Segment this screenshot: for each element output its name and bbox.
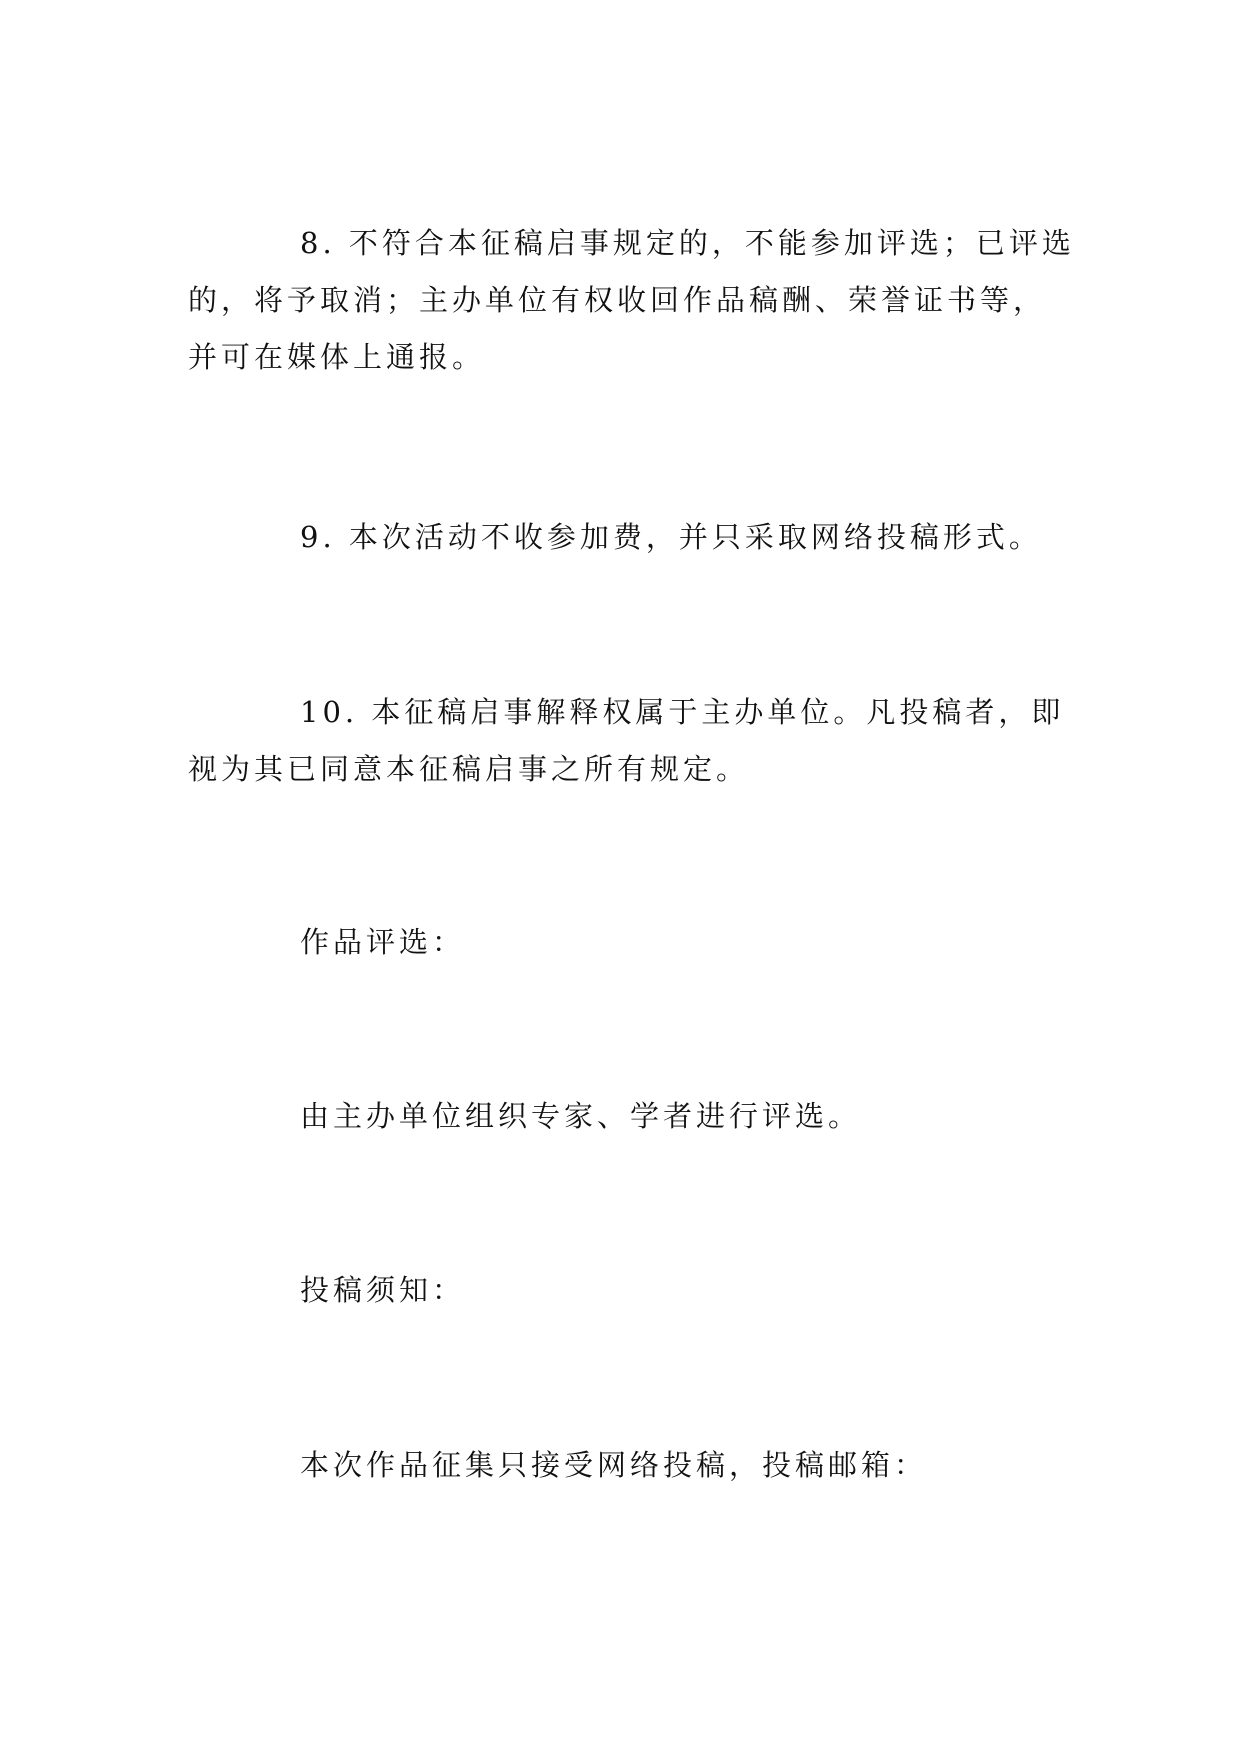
paragraph-line: 9. 本次活动不收参加费，并只采取网络投稿形式。 bbox=[300, 520, 1042, 554]
paragraph-line: 由主办单位组织专家、学者进行评选。 bbox=[300, 1099, 862, 1133]
section-heading-review bbox=[188, 914, 1058, 971]
paragraph-line: 本次作品征集只接受网络投稿，投稿邮箱： bbox=[300, 1448, 928, 1482]
heading-text: 投稿须知： bbox=[300, 1273, 466, 1307]
paragraph-item-8 bbox=[188, 215, 1075, 386]
paragraph-review bbox=[188, 1088, 1058, 1145]
paragraph-item-9 bbox=[188, 509, 1058, 566]
paragraph-line: 10. 本征稿启事解释权属于主办单位。凡投稿者，即 bbox=[300, 695, 1065, 729]
paragraph-line: 8. 不符合本征稿启事规定的，不能参加评选；已评选 bbox=[300, 226, 1075, 260]
paragraph-notice bbox=[188, 1437, 1058, 1494]
heading-text: 作品评选： bbox=[300, 925, 466, 959]
paragraph-line: 视为其已同意本征稿启事之所有规定。 bbox=[188, 752, 750, 786]
paragraph-line: 的，将予取消；主办单位有权收回作品稿酬、荣誉证书等， bbox=[188, 283, 1047, 317]
paragraph-line: 并可在媒体上通报。 bbox=[188, 340, 486, 374]
paragraph-item-10 bbox=[188, 684, 1065, 798]
section-heading-notice bbox=[188, 1262, 1058, 1319]
